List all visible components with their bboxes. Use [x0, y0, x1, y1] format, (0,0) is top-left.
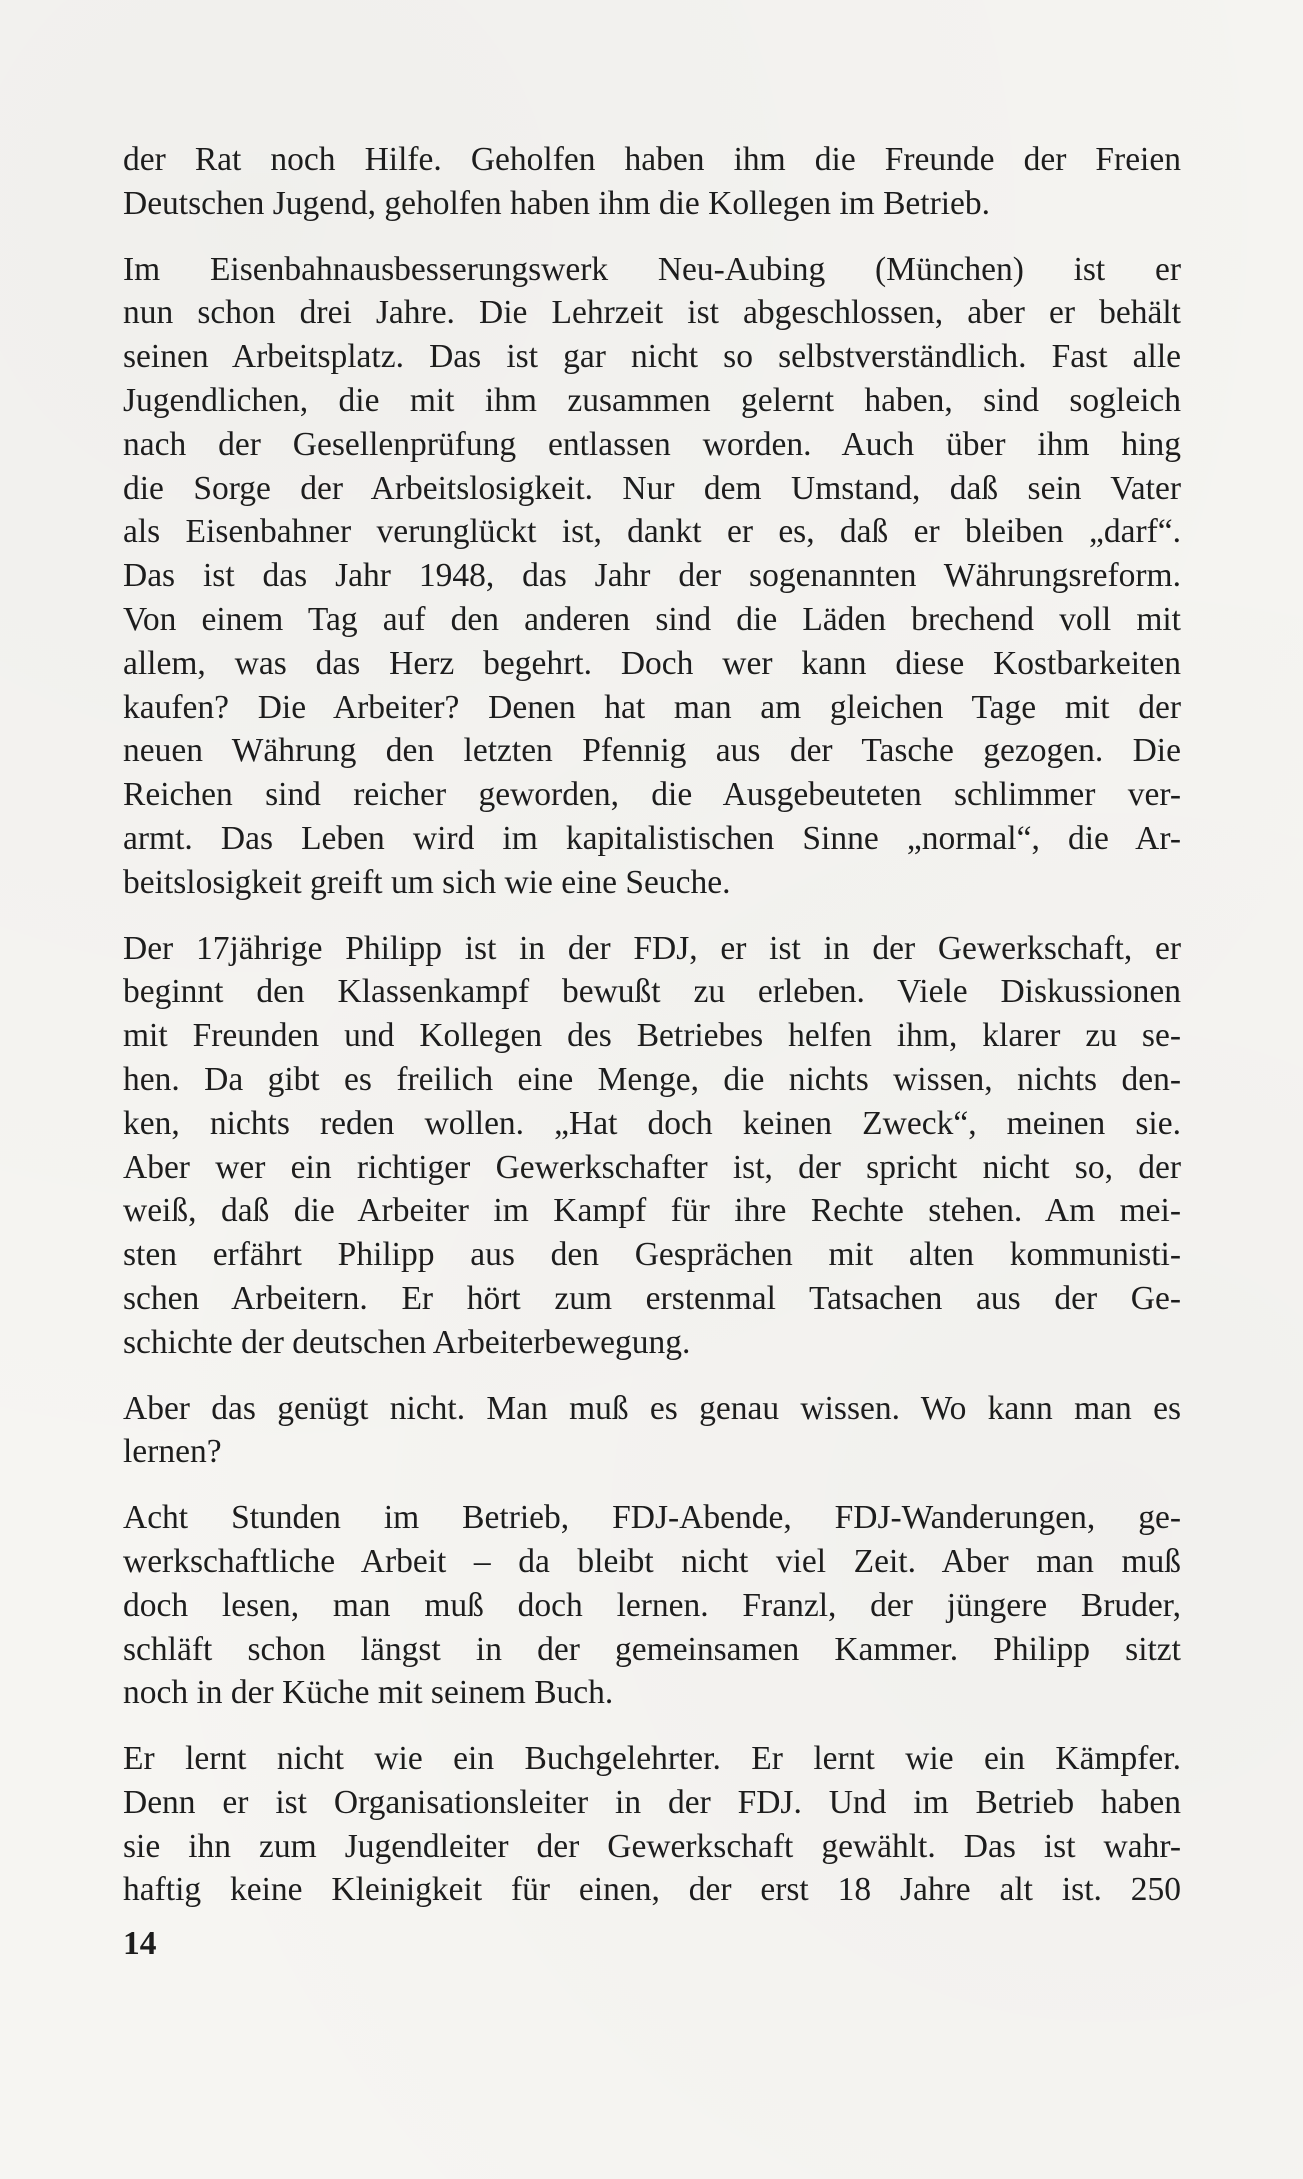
paragraph-6	[123, 1737, 1181, 1912]
text-line: der Rat noch Hilfe. Geholfen haben ihm die Freunde der Freien	[123, 141, 1181, 178]
text-line: Reichen sind reicher geworden, die Ausgebeuteten schlimmer ver-	[123, 776, 1181, 814]
text-line: sten erfährt Philipp aus den Gesprächen mit alten kommunisti-	[123, 1236, 1181, 1274]
text-line: Denn er ist Organisationsleiter in der FDJ. Und im Betrieb haben	[123, 1783, 1181, 1821]
text-line: nun schon drei Jahre. Die Lehrzeit ist abgeschlossen, aber er behält	[123, 294, 1181, 332]
text-line: Er lernt nicht wie ein Buchgelehrter. Er lernt wie ein Kämpfer.	[123, 1740, 1181, 1778]
text-line: nach der Gesellenprüfung entlassen worden. Auch über ihm hing	[123, 425, 1181, 463]
text-line: haftig keine Kleinigkeit für einen, der erst 18 Jahre alt ist. 250	[123, 1871, 1181, 1909]
paragraph-3	[123, 927, 1181, 1365]
page-number: 14	[123, 1925, 157, 1962]
paragraph-4	[123, 1387, 1181, 1475]
text-line: mit Freunden und Kollegen des Betriebes helfen ihm, klarer zu se-	[123, 1017, 1181, 1055]
text-line: schen Arbeitern. Er hört zum erstenmal Tatsachen aus der Ge-	[123, 1279, 1181, 1317]
text-line: seinen Arbeitsplatz. Das ist gar nicht so selbstverständlich. Fast alle	[123, 338, 1181, 376]
text-line: Jugendlichen, die mit ihm zusammen gelernt haben, sind sogleich	[123, 381, 1181, 419]
text-line: lernen?	[123, 1433, 222, 1471]
text-line: allem, was das Herz begehrt. Doch wer kann diese Kostbarkeiten	[123, 644, 1181, 682]
text-line: werkschaftliche Arbeit – da bleibt nicht viel Zeit. Aber man muß	[123, 1542, 1181, 1580]
text-line: armt. Das Leben wird im kapitalistischen Sinne „normal“, die Ar-	[123, 819, 1181, 857]
text-line: beitslosigkeit greift um sich wie eine Seuche.	[123, 863, 731, 901]
text-line: beginnt den Klassenkampf bewußt zu erleben. Viele Diskussionen	[123, 973, 1181, 1011]
text-line: neuen Währung den letzten Pfennig aus der Tasche gezogen. Die	[123, 732, 1181, 770]
body-text	[123, 138, 1181, 1934]
text-line: als Eisenbahner verunglückt ist, dankt er es, daß er bleiben „darf“.	[123, 513, 1181, 551]
paragraph-2	[123, 248, 1181, 905]
paragraph-5	[123, 1496, 1181, 1715]
text-line: Aber wer ein richtiger Gewerkschafter ist, der spricht nicht so, der	[123, 1148, 1181, 1186]
text-line: die Sorge der Arbeitslosigkeit. Nur dem Umstand, daß sein Vater	[123, 469, 1181, 507]
text-line: Der 17jährige Philipp ist in der FDJ, er ist in der Gewerkschaft, er	[123, 929, 1181, 967]
text-line: weiß, daß die Arbeiter im Kampf für ihre Rechte stehen. Am mei-	[123, 1192, 1181, 1230]
text-line: Von einem Tag auf den anderen sind die Läden brechend voll mit	[123, 600, 1181, 638]
text-line: Im Eisenbahnausbesserungswerk Neu-Aubing (München) ist er	[123, 250, 1181, 288]
text-line: kaufen? Die Arbeiter? Denen hat man am gleichen Tage mit der	[123, 688, 1181, 726]
text-line: sie ihn zum Jugendleiter der Gewerkschaft gewählt. Das ist wahr-	[123, 1827, 1181, 1865]
text-line: ken, nichts reden wollen. „Hat doch keinen Zweck“, meinen sie.	[123, 1104, 1181, 1142]
text-line: Deutschen Jugend, geholfen haben ihm die Kollegen im Betrieb.	[123, 184, 991, 222]
text-line: noch in der Küche mit seinem Buch.	[123, 1674, 614, 1712]
text-line: Acht Stunden im Betrieb, FDJ-Abende, FDJ-Wanderungen, ge-	[123, 1499, 1181, 1537]
text-line: schichte der deutschen Arbeiterbewegung.	[123, 1323, 691, 1361]
text-line: schläft schon längst in der gemeinsamen Kammer. Philipp sitzt	[123, 1630, 1181, 1668]
text-line: doch lesen, man muß doch lernen. Franzl, der jüngere Bruder,	[123, 1586, 1181, 1624]
text-line: hen. Da gibt es freilich eine Menge, die nichts wissen, nichts den-	[123, 1060, 1181, 1098]
text-line: Aber das genügt nicht. Man muß es genau wissen. Wo kann man es	[123, 1389, 1181, 1427]
text-line: Das ist das Jahr 1948, das Jahr der sogenannten Währungsreform.	[123, 557, 1181, 595]
paragraph-1	[123, 138, 1181, 226]
